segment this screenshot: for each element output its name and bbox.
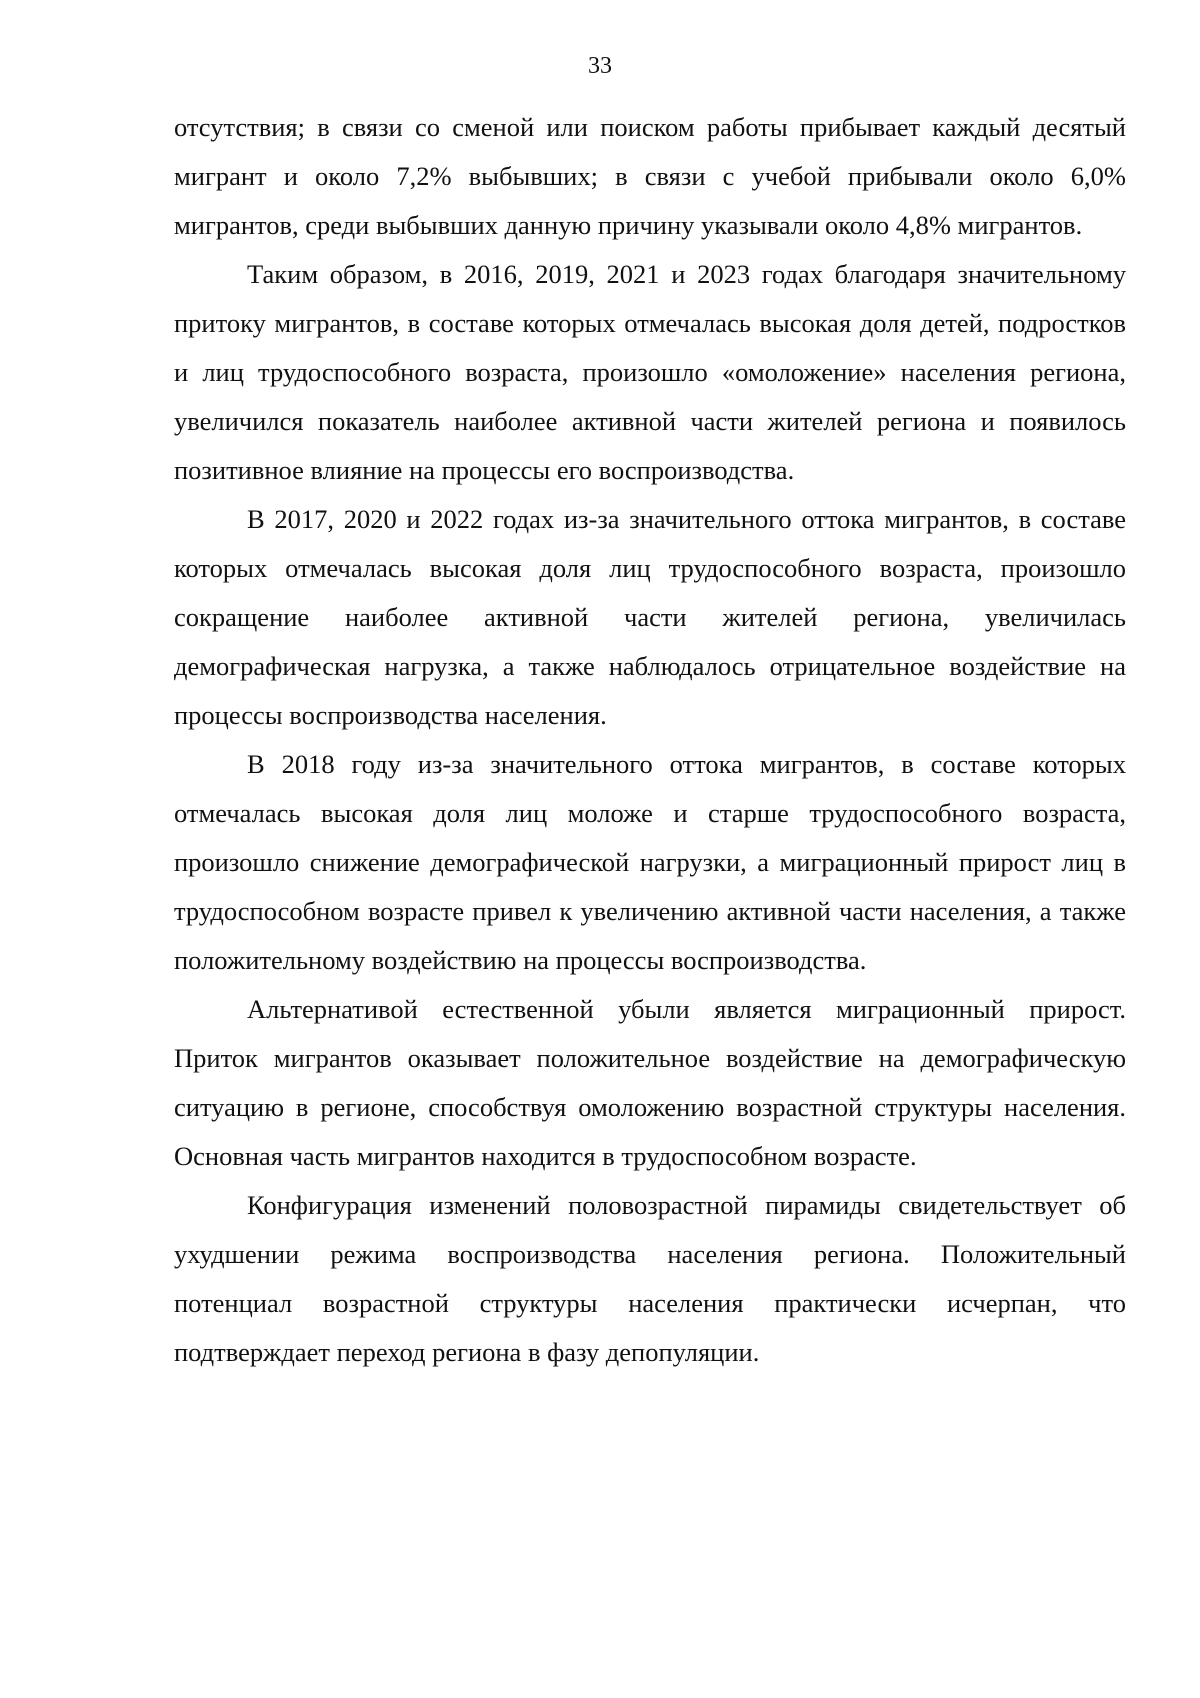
paragraph-2018: В 2018 году из-за значительного оттока мигрантов, в составе которых отмечалась высокая доля лиц моложе и старше трудоспособного возраста, произошло снижение демографической нагрузки, а миграционный прирост лиц в трудоспособном возрасте привел к увеличению активной части населения, а также положительному воздействию на процессы воспроизводства. <box>174 749 1126 975</box>
document-body <box>174 103 1126 1377</box>
paragraph-outflow-years: В 2017, 2020 и 2022 годах из-за значительного оттока мигрантов, в составе которых отмечалась высокая доля лиц трудоспособного возраста, произошло сокращение наиболее активной части жителей региона, увеличилась демографическая нагрузка, а также наблюдалось отрицательное воздействие на процессы воспроизводства населения. <box>174 504 1126 730</box>
paragraph-continuation: отсутствия; в связи со сменой или поиском работы прибывает каждый десятый мигрант и около 7,2% выбывших; в связи с учебой прибывали около 6,0% мигрантов, среди выбывших данную причину указывали около 4,8% мигрантов. <box>174 112 1126 240</box>
paragraph-migration-alternative: Альтернативой естественной убыли является миграционный прирост. Приток мигрантов оказывает положительное воздействие на демографическую ситуацию в регионе, способствуя омоложению возрастной структуры населения. Основная часть мигрантов находится в трудоспособном возрасте. <box>174 994 1126 1171</box>
page-number: 33 <box>588 53 612 79</box>
paragraph-depopulation: Конфигурация изменений половозрастной пирамиды свидетельствует об ухудшении режима воспроизводства населения региона. Положительный потенциал возрастной структуры населения практически исчерпан, что подтверждает переход региона в фазу депопуляции. <box>174 1190 1126 1367</box>
paragraph-summary-growth-years: Таким образом, в 2016, 2019, 2021 и 2023 годах благодаря значительному притоку мигрантов, в составе которых отмечалась высокая доля детей, подростков и лиц трудоспособного возраста, произошло «омоложение» населения региона, увеличился показатель наиболее активной части жителей региона и появилось позитивное влияние на процессы его воспроизводства. <box>174 259 1126 485</box>
